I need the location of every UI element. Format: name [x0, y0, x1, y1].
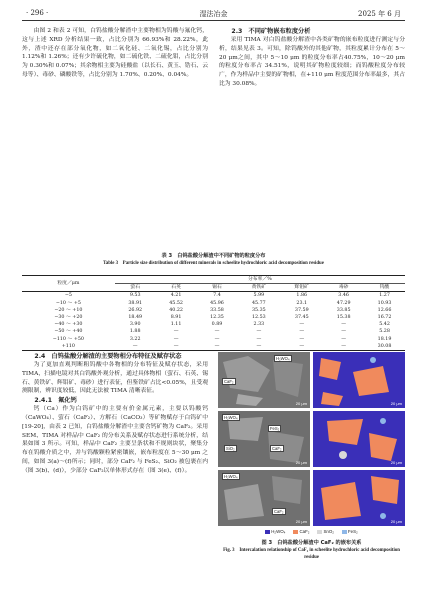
- value-cell: 15.38: [336, 315, 351, 321]
- size-cell: −40 ～ +30: [54, 322, 83, 328]
- table-row: [22, 314, 405, 321]
- value-cell: 35.35: [252, 307, 266, 313]
- value-cell: —: [237, 343, 280, 351]
- figure-3-panels: [218, 352, 405, 528]
- scale-bar: 20 μm: [295, 519, 307, 524]
- value-cell: 7.4: [213, 293, 221, 299]
- value-cell: —: [341, 322, 347, 328]
- figure-caption: [218, 540, 405, 561]
- left-column-bottom: [22, 352, 208, 592]
- value-cell: 30.08: [364, 343, 405, 351]
- value-cell: 8.91: [170, 315, 182, 321]
- value-cell: —: [214, 329, 220, 335]
- value-cell: 1.88: [129, 329, 141, 335]
- legend-swatch: [342, 530, 347, 534]
- size-cell: −110 ～ +50: [52, 336, 84, 342]
- value-cell: 10.93: [377, 300, 392, 306]
- value-cell: 40.22: [169, 307, 183, 313]
- column-header: 萤石: [115, 284, 156, 292]
- table-row: [22, 300, 405, 307]
- left-column-top: [22, 27, 208, 155]
- paragraph: 采用 TIMA 对白钨盐酸分解渣中各类矿物的嵌布粒度进行测定与分析，结果见表 3。可知，除钨酸外的其他矿物，其粒度累计分布在 5～20 μm之间，其中 5～10 μm 的粒度分布率占40.75%，10～20 μm 的粒度分布率占 34.51%，说明其矿物粒度较细；而钨酸粒度分布较广，作为样品中主要的矿物相，在+110 μm 粒度范围分布率最多，其占比为 30.08%。: [219, 37, 405, 87]
- value-cell: 0.89: [211, 322, 223, 328]
- column-header: 毒砂: [323, 284, 364, 292]
- value-cell: 45.96: [210, 300, 224, 306]
- value-cell: 5.99: [253, 293, 265, 299]
- page-header: [22, 7, 405, 21]
- scale-bar: 20 μm: [295, 401, 307, 406]
- phase-label: FeS₂: [270, 426, 280, 431]
- phase-map-panel-f: [313, 470, 405, 526]
- phase-label: CaF₂: [274, 509, 284, 514]
- value-cell: 37.59: [294, 307, 309, 313]
- value-cell: —: [156, 343, 197, 351]
- value-cell: 3.22: [129, 336, 141, 342]
- size-distribution-table: [22, 275, 405, 351]
- issue-date: 2025 年 6 月: [358, 10, 401, 18]
- value-cell: 3.90: [129, 322, 141, 328]
- phase-label: SiO₂: [226, 446, 235, 451]
- paragraph: 钙（Ca）作为白钨矿中的主要有价金属元素，主要以钨酸钙（CaWO₄）、萤石（CaF₂）、方解石（CaCO₃）等矿物赋存于白钨矿中[19-20]，由表 2 已知，白钨盐酸分解渣中主要含钙矿物为 CaF₂。采用 SEM、TIMA 对样品中 CaF₂ 的分布关系及赋存状态进行系统分析，结果如图 3 所示。可知，样品中 CaF₂ 主要呈条状和不规则块状，聚集分布在钨酸介质之中，并与钨酸颗粒紧密镶嵌，嵌布粒度在 5～30 μm 之间，如图 3(a)～(f)所示；同时，部分 CaF₂ 与 FeS₂、SiO₂ 被包裹在内（图 3(b)、(d)），少部分 CaF₂以单体形式存在（图 3(e)、(f)）。: [22, 406, 208, 474]
- scale-bar: 20 μm: [390, 519, 402, 524]
- table-row: [22, 343, 405, 351]
- size-cell: −30 ～ +20: [54, 315, 83, 321]
- value-cell: —: [323, 343, 364, 351]
- value-cell: 1.11: [170, 322, 182, 328]
- value-cell: —: [341, 329, 347, 335]
- scale-bar: 20 μm: [295, 460, 307, 465]
- value-cell: 1.86: [296, 293, 308, 299]
- size-cell: −10 ～ +5: [55, 300, 81, 306]
- value-cell: 5.42: [379, 322, 390, 328]
- table-row: [22, 321, 405, 328]
- sem-panel-c: [218, 411, 310, 467]
- legend-item: [342, 529, 358, 534]
- value-cell: —: [341, 336, 347, 342]
- legend-item: [265, 529, 285, 534]
- table-caption: [22, 253, 405, 267]
- table-row: [22, 307, 405, 314]
- table-row: [22, 328, 405, 335]
- value-cell: —: [280, 343, 323, 351]
- column-header: 黄铁矿: [237, 284, 280, 292]
- value-cell: 12.66: [377, 307, 392, 313]
- value-cell: —: [173, 336, 179, 342]
- legend-swatch: [293, 530, 298, 534]
- scale-bar: 20 μm: [390, 401, 402, 406]
- legend-item: [317, 529, 334, 534]
- scale-bar: 20 μm: [390, 460, 402, 465]
- legend-label: SnO₂: [323, 529, 334, 534]
- value-cell: —: [173, 329, 179, 335]
- column-header: 锡石: [197, 284, 238, 292]
- legend-label: H₂WO₄: [271, 529, 286, 534]
- value-cell: —: [115, 343, 156, 351]
- phase-map-panel-d: [313, 411, 405, 467]
- value-cell: 12.35: [210, 315, 224, 321]
- figure-caption-en: Fig. 3 Intercalation relationship of CaF₂ in scheelite hydrochloric acid decomposition residue: [223, 548, 400, 560]
- value-cell: 3.46: [338, 293, 349, 299]
- section-heading: 2.3 不同矿物嵌布粒度分析: [231, 28, 311, 35]
- value-cell: 45.77: [252, 300, 266, 306]
- subsection-heading: 2.4.1 氟化钙: [34, 397, 77, 405]
- row-header: 粒度／μm: [22, 276, 115, 292]
- value-cell: —: [256, 329, 262, 335]
- column-header: 石英: [156, 284, 197, 292]
- journal-title: 湿法冶金: [199, 10, 228, 18]
- page-number: · 296 ·: [26, 9, 49, 17]
- value-cell: 12.53: [252, 315, 266, 321]
- phase-map-panel-b: [313, 352, 405, 408]
- legend-item: [293, 529, 309, 534]
- value-cell: 4.21: [170, 293, 182, 299]
- figure-legend: [218, 529, 405, 534]
- size-cell: −50 ～ +40: [54, 329, 83, 335]
- section-heading: 2.4 白钨盐酸分解渣的主要物相分布特征及赋存状态: [34, 353, 182, 360]
- size-cell: +110: [22, 343, 115, 351]
- figure-caption-cn: 图 3 白钨盐酸分解渣中 CaF₂ 的嵌布关系: [261, 540, 362, 546]
- table-row: [22, 292, 405, 300]
- legend-label: FeS₂: [347, 529, 358, 534]
- value-cell: 18.19: [377, 336, 392, 342]
- table-row: [22, 336, 405, 343]
- sem-panel-e: [218, 470, 310, 526]
- legend-swatch: [317, 530, 322, 534]
- value-cell: 33.85: [336, 307, 351, 313]
- value-cell: 1.27: [379, 293, 390, 299]
- legend-swatch: [265, 530, 270, 534]
- value-cell: —: [299, 336, 305, 342]
- size-cell: −5: [64, 293, 72, 299]
- value-cell: —: [197, 343, 238, 351]
- paragraph: 为了更加直观判断粗钨酸中各物相的分布特征及赋存状态，采用 TIMA，扫描电镜对其白钨酸外观分析，通过具体物相（萤石、石英、锡石、黄铁矿、辉钼矿、毒砂）进行表征，但鉴铁矿占比<0.05%，且受观测限制，辨识度较低，因此无法被 TIMA 清晰表征。: [22, 362, 208, 395]
- value-cell: 47.29: [336, 300, 351, 306]
- group-header: 分布率／%: [115, 276, 405, 284]
- value-cell: 23.1: [296, 300, 308, 306]
- value-cell: —: [214, 336, 220, 342]
- phase-label: H₂WO₄: [224, 474, 238, 479]
- value-cell: —: [299, 322, 305, 328]
- size-cell: −20 ～ +10: [54, 307, 83, 313]
- phase-label: H₂WO₄: [276, 356, 290, 361]
- paragraph: 由图 2 和表 2 可知，白钨盐酸分解渣中主要物相为钨酸与氟化钙，这与上述 XRD 分析结果一致，占比分别为 66.93%和 28.22%，此外，渣中还存在部分氧化物，如二氧化硅、二氧化锡，占比分别为 1.12%和 1.26%；还有少许硫化物，如二硫化铁、二硫化钼，占比分别为 0.30%和 0.07%；其余物相主要为硅酸盐（以长石、黄玉、锆石、云母等）、毒砂、磷酸铁等，占比分别为 1.70%、0.20%、0.04%。: [22, 28, 208, 78]
- sem-panel-a: [218, 352, 310, 408]
- phase-label: CaF₂: [224, 379, 234, 384]
- right-column-top: [219, 27, 405, 157]
- value-cell: 37.45: [294, 315, 309, 321]
- value-cell: 38.91: [128, 300, 143, 306]
- phase-label: CaF₂: [272, 446, 282, 451]
- legend-label: CaF₂: [299, 529, 310, 534]
- value-cell: 5.28: [379, 329, 390, 335]
- value-cell: 45.52: [169, 300, 183, 306]
- table-caption-cn: 表 3 白钨盐酸分解渣中不同矿物的粒度分布: [161, 253, 266, 259]
- phase-label: H₂WO₄: [224, 415, 238, 420]
- column-header: 辉钼矿: [280, 284, 323, 292]
- value-cell: 26.92: [128, 307, 143, 313]
- value-cell: 33.58: [210, 307, 224, 313]
- value-cell: 2.33: [253, 322, 265, 328]
- table-caption-en: Table 3 Particle size distribution of different minerals in scheelite hydrochloric acid decomposition residue: [103, 261, 324, 266]
- column-header: 钨酸: [364, 284, 405, 292]
- value-cell: —: [256, 336, 262, 342]
- value-cell: 18.49: [128, 315, 143, 321]
- value-cell: 9.53: [129, 293, 141, 299]
- value-cell: 16.72: [377, 315, 392, 321]
- value-cell: —: [299, 329, 305, 335]
